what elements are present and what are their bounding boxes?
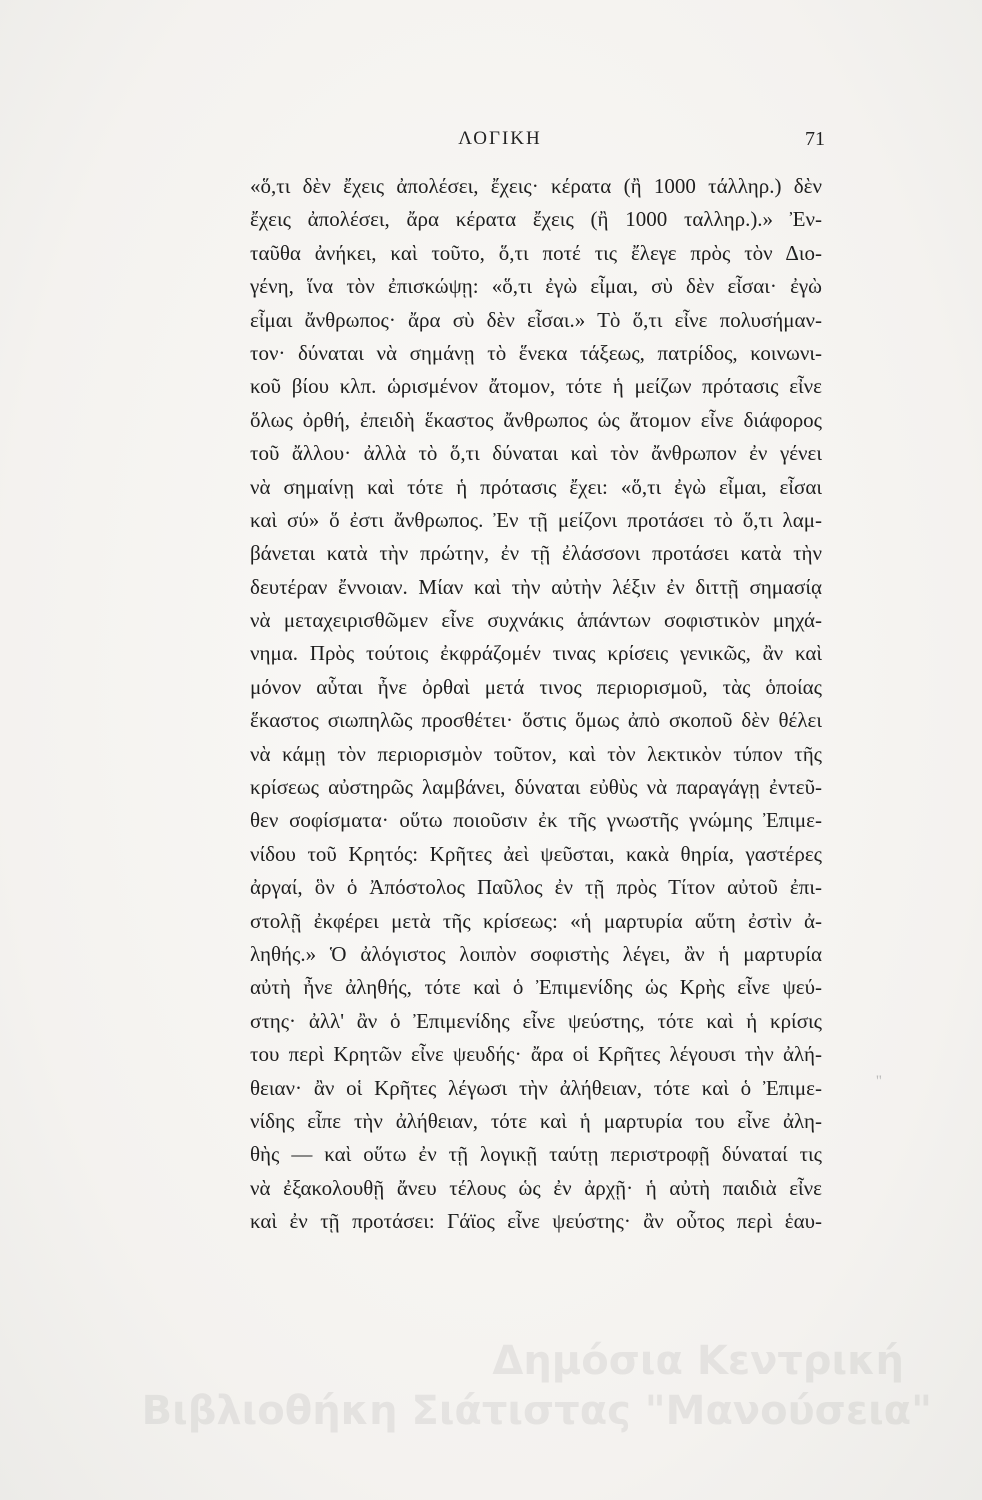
text-line: δευτέραν ἔννοιαν. Μίαν καὶ τὴν αὐτὴν λέξιν ἐν διττῇ σημασίᾳ xyxy=(250,574,822,599)
text-line: θειαν· ἂν οἱ Κρῆτες λέγωσι τὴν ἀλήθειαν, τότε καὶ ὁ Ἐπιμε- xyxy=(250,1075,822,1100)
library-watermark-line1: Δημόσια Κεντρική xyxy=(492,1338,904,1384)
page-number: 71 xyxy=(805,128,825,150)
text-line: νίδης εἶπε τὴν ἀλήθειαν, τότε καὶ ἡ μαρτυρία του εἶνε ἀλη- xyxy=(250,1108,822,1133)
text-line: νὰ μεταχειρισθῶμεν εἶνε συχνάκις ἁπάντων σοφιστικὸν μηχά- xyxy=(250,608,822,633)
text-line: νὰ ἐξακολουθῇ ἄνευ τέλους ὡς ἐν ἀρχῇ· ἡ αὐτὴ παιδιὰ εἶνε xyxy=(250,1175,822,1200)
text-line: εἶμαι ἄνθρωπος· ἄρα σὺ δὲν εἶσαι.» Τὸ ὅ,τι εἶνε πολυσήμαν- xyxy=(250,307,822,332)
text-line: ληθής.» Ὁ ἀλόγιστος λοιπὸν σοφιστὴς λέγει, ἂν ἡ μαρτυρία xyxy=(250,941,822,966)
margin-mark: '' xyxy=(876,1073,882,1090)
running-title: ΛΟΓΙΚΗ xyxy=(458,128,542,149)
text-line: τον· δύναται νὰ σημάνῃ τὸ ἕνεκα τάξεως, πατρίδος, κοινωνι- xyxy=(250,340,822,365)
text-line: του περὶ Κρητῶν εἶνε ψευδής· ἄρα οἱ Κρῆτες λέγουσι τὴν ἀλή- xyxy=(250,1042,822,1067)
text-line: ταῦθα ἀνήκει, καὶ τοῦτο, ὅ,τι ποτέ τις ἔλεγε πρὸς τὸν Διο- xyxy=(250,240,822,265)
text-line: νίδου τοῦ Κρητός: Κρῆτες ἀεὶ ψεῦσται, κακὰ θηρία, γαστέρες xyxy=(250,841,822,866)
text-line: νὰ σημαίνῃ καὶ τότε ἡ πρότασις ἔχει: «ὅ,τι ἐγὼ εἶμαι, εἶσαι xyxy=(250,474,822,499)
text-line: αὐτὴ ἦνε ἀληθής, τότε καὶ ὁ Ἐπιμενίδης ὡς Κρὴς εἶνε ψεύ- xyxy=(250,975,822,1000)
text-line: κοῦ βίου κλπ. ὡρισμένον ἄτομον, τότε ἡ μείζων πρότασις εἶνε xyxy=(250,374,822,399)
text-line: ἕκαστος σιωπηλῶς προσθέτει· ὅστις ὅμως ἀπὸ σκοποῦ δὲν θέλει xyxy=(250,708,822,733)
body-text xyxy=(250,170,822,1239)
text-line: βάνεται κατὰ τὴν πρώτην, ἐν τῇ ἐλάσσονι προτάσει κατὰ τὴν xyxy=(250,541,822,566)
text-line: «ὅ,τι δὲν ἔχεις ἀπολέσει, ἔχεις· κέρατα (ἢ 1000 τάλληρ.) δὲν xyxy=(250,174,822,198)
text-line: ὅλως ὀρθή, ἐπειδὴ ἕκαστος ἄνθρωπος ὡς ἄτομον εἶνε διάφορος xyxy=(250,407,822,432)
text-line: ἔχεις ἀπολέσει, ἄρα κέρατα ἔχεις (ἢ 1000 ταλληρ.).» Ἐν- xyxy=(250,207,822,232)
text-line: στολῇ ἐκφέρει μετὰ τῆς κρίσεως: «ἡ μαρτυρία αὕτη ἐστὶν ἀ- xyxy=(250,908,822,933)
library-watermark-line2: Βιβλιοθήκη Σιάτιστας "Μανούσεια" xyxy=(141,1388,932,1434)
text-line: θεν σοφίσματα· οὕτω ποιοῦσιν ἐκ τῆς γνωστῆς γνώμης Ἐπιμε- xyxy=(250,808,822,833)
text-line: μόνον αὗται ἦνε ὀρθαὶ μετά τινος περιορισμοῦ, τὰς ὁποίας xyxy=(250,674,822,699)
text-line: τοῦ ἄλλου· ἀλλὰ τὸ ὅ,τι δύναται καὶ τὸν ἄνθρωπον ἐν γένει xyxy=(250,441,822,466)
text-line: κρίσεως αὐστηρῶς λαμβάνει, δύναται εὐθὺς νὰ παραγάγῃ ἐντεῦ- xyxy=(250,775,822,800)
text-line: ἀργαί, ὃν ὁ Ἀπόστολος Παῦλος ἐν τῇ πρὸς Τίτον αὐτοῦ ἐπι- xyxy=(250,875,822,900)
text-line: νημα. Πρὸς τούτοις ἐκφράζομέν τινας κρίσεις γενικῶς, ἂν καὶ xyxy=(250,641,822,666)
text-line: καὶ ἐν τῇ προτάσει: Γάϊος εἶνε ψεύστης· ἂν οὗτος περὶ ἑαυ- xyxy=(250,1209,822,1234)
text-line: καὶ σύ» ὅ ἐστι ἄνθρωπος. Ἐν τῇ μείζονι προτάσει τὸ ὅ,τι λαμ- xyxy=(250,507,822,532)
text-line: θὴς — καὶ οὕτω ἐν τῇ λογικῇ ταύτῃ περιστροφῇ δύναταί τις xyxy=(250,1142,822,1167)
text-line: γένη, ἵνα τὸν ἐπισκώψῃ: «ὅ,τι ἐγὼ εἶμαι, σὺ δὲν εἶσαι· ἐγὼ xyxy=(250,274,822,299)
text-line: νὰ κάμῃ τὸν περιορισμὸν τοῦτον, καὶ τὸν λεκτικὸν τύπον τῆς xyxy=(250,741,822,766)
page-header xyxy=(0,128,982,158)
text-line: στης· ἀλλ' ἂν ὁ Ἐπιμενίδης εἶνε ψεύστης, τότε καὶ ἡ κρίσις xyxy=(250,1008,822,1033)
